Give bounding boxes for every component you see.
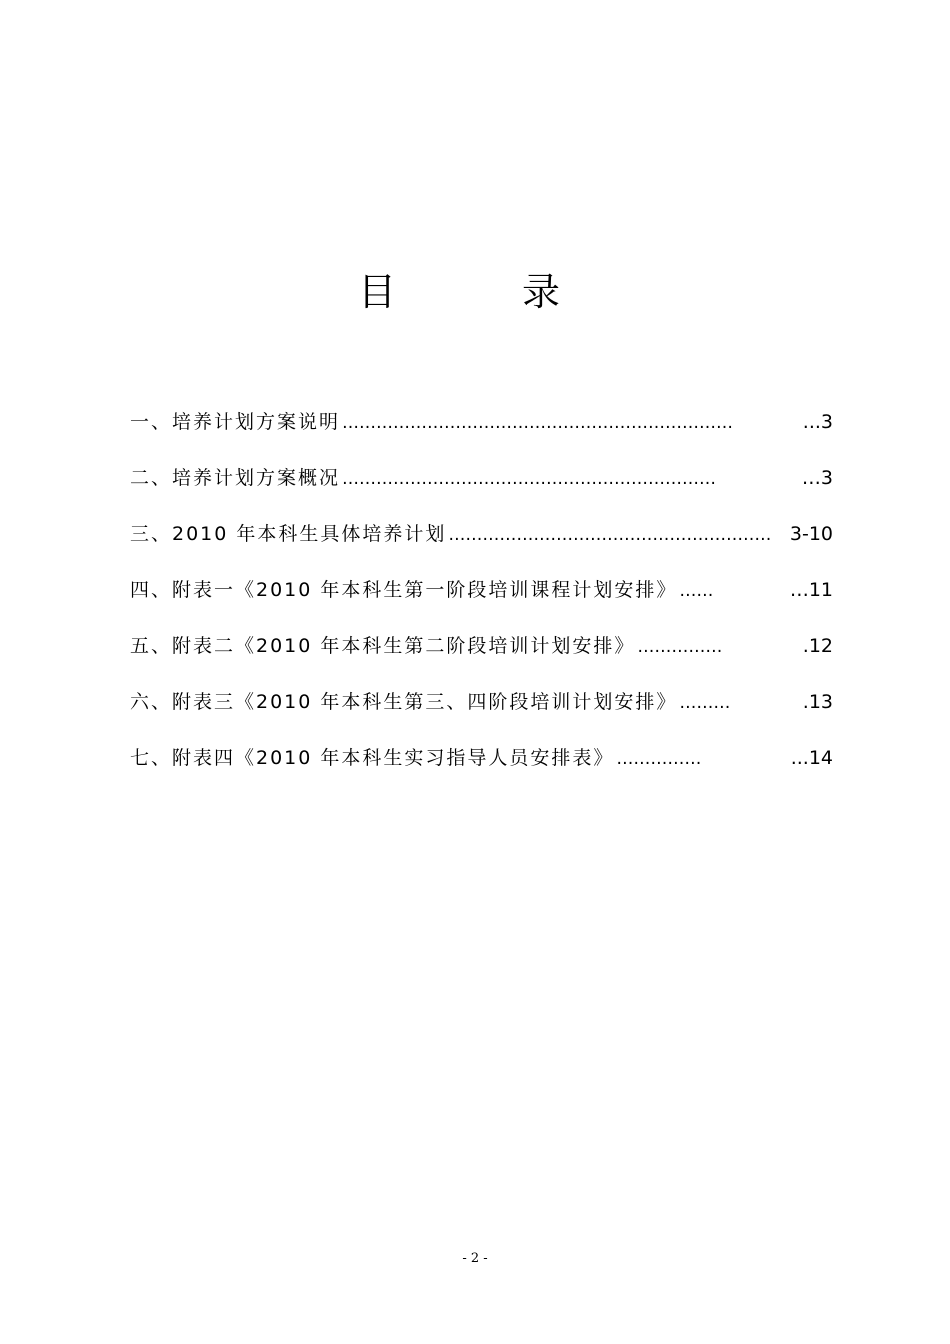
toc-entry-page: 3-10: [789, 523, 833, 545]
toc-entry-page: …3: [801, 467, 833, 489]
page-number-footer: - 2 -: [462, 1251, 488, 1266]
toc-entry[interactable]: [130, 404, 833, 460]
toc-entry-leader: ………: [679, 693, 731, 713]
toc-entry-page: ...14: [790, 747, 833, 769]
toc-entry-leader: …………………………………………………………: [342, 469, 717, 489]
toc-entry[interactable]: [130, 516, 833, 572]
toc-entry-leader: ……………………………………………………………: [342, 413, 734, 433]
toc-title-char-1: 目: [358, 270, 397, 314]
table-of-contents: [130, 404, 833, 796]
toc-entry-leader: …………………………………………………: [448, 525, 772, 545]
toc-entry-label: 四、附表一《2010 年本科生第一阶段培训课程计划安排》: [130, 579, 678, 601]
toc-entry-label: 五、附表二《2010 年本科生第二阶段培训计划安排》: [130, 635, 636, 657]
toc-entry-leader: ……: [679, 581, 714, 601]
toc-entry[interactable]: [130, 572, 833, 628]
toc-entry-label: 三、2010 年本科生具体培养计划: [130, 523, 447, 545]
toc-entry[interactable]: [130, 684, 833, 740]
toc-entry-label: 一、培养计划方案说明: [130, 411, 341, 433]
toc-entry-page: ...3: [802, 411, 833, 433]
toc-entry-leader: ……………: [637, 637, 723, 657]
toc-title-char-2: 录: [522, 270, 561, 314]
toc-entry-page: …11: [789, 579, 833, 601]
toc-entry-page: .13: [802, 691, 833, 713]
toc-entry[interactable]: [130, 628, 833, 684]
toc-entry-page: .12: [802, 635, 833, 657]
toc-title: [0, 268, 950, 318]
toc-entry[interactable]: [130, 460, 833, 516]
toc-entry-label: 二、培养计划方案概况: [130, 467, 341, 489]
toc-entry-label: 六、附表三《2010 年本科生第三、四阶段培训计划安排》: [130, 691, 678, 713]
toc-entry-label: 七、附表四《2010 年本科生实习指导人员安排表》: [130, 747, 615, 769]
toc-entry[interactable]: [130, 740, 833, 796]
toc-entry-leader: ……………: [616, 749, 702, 769]
